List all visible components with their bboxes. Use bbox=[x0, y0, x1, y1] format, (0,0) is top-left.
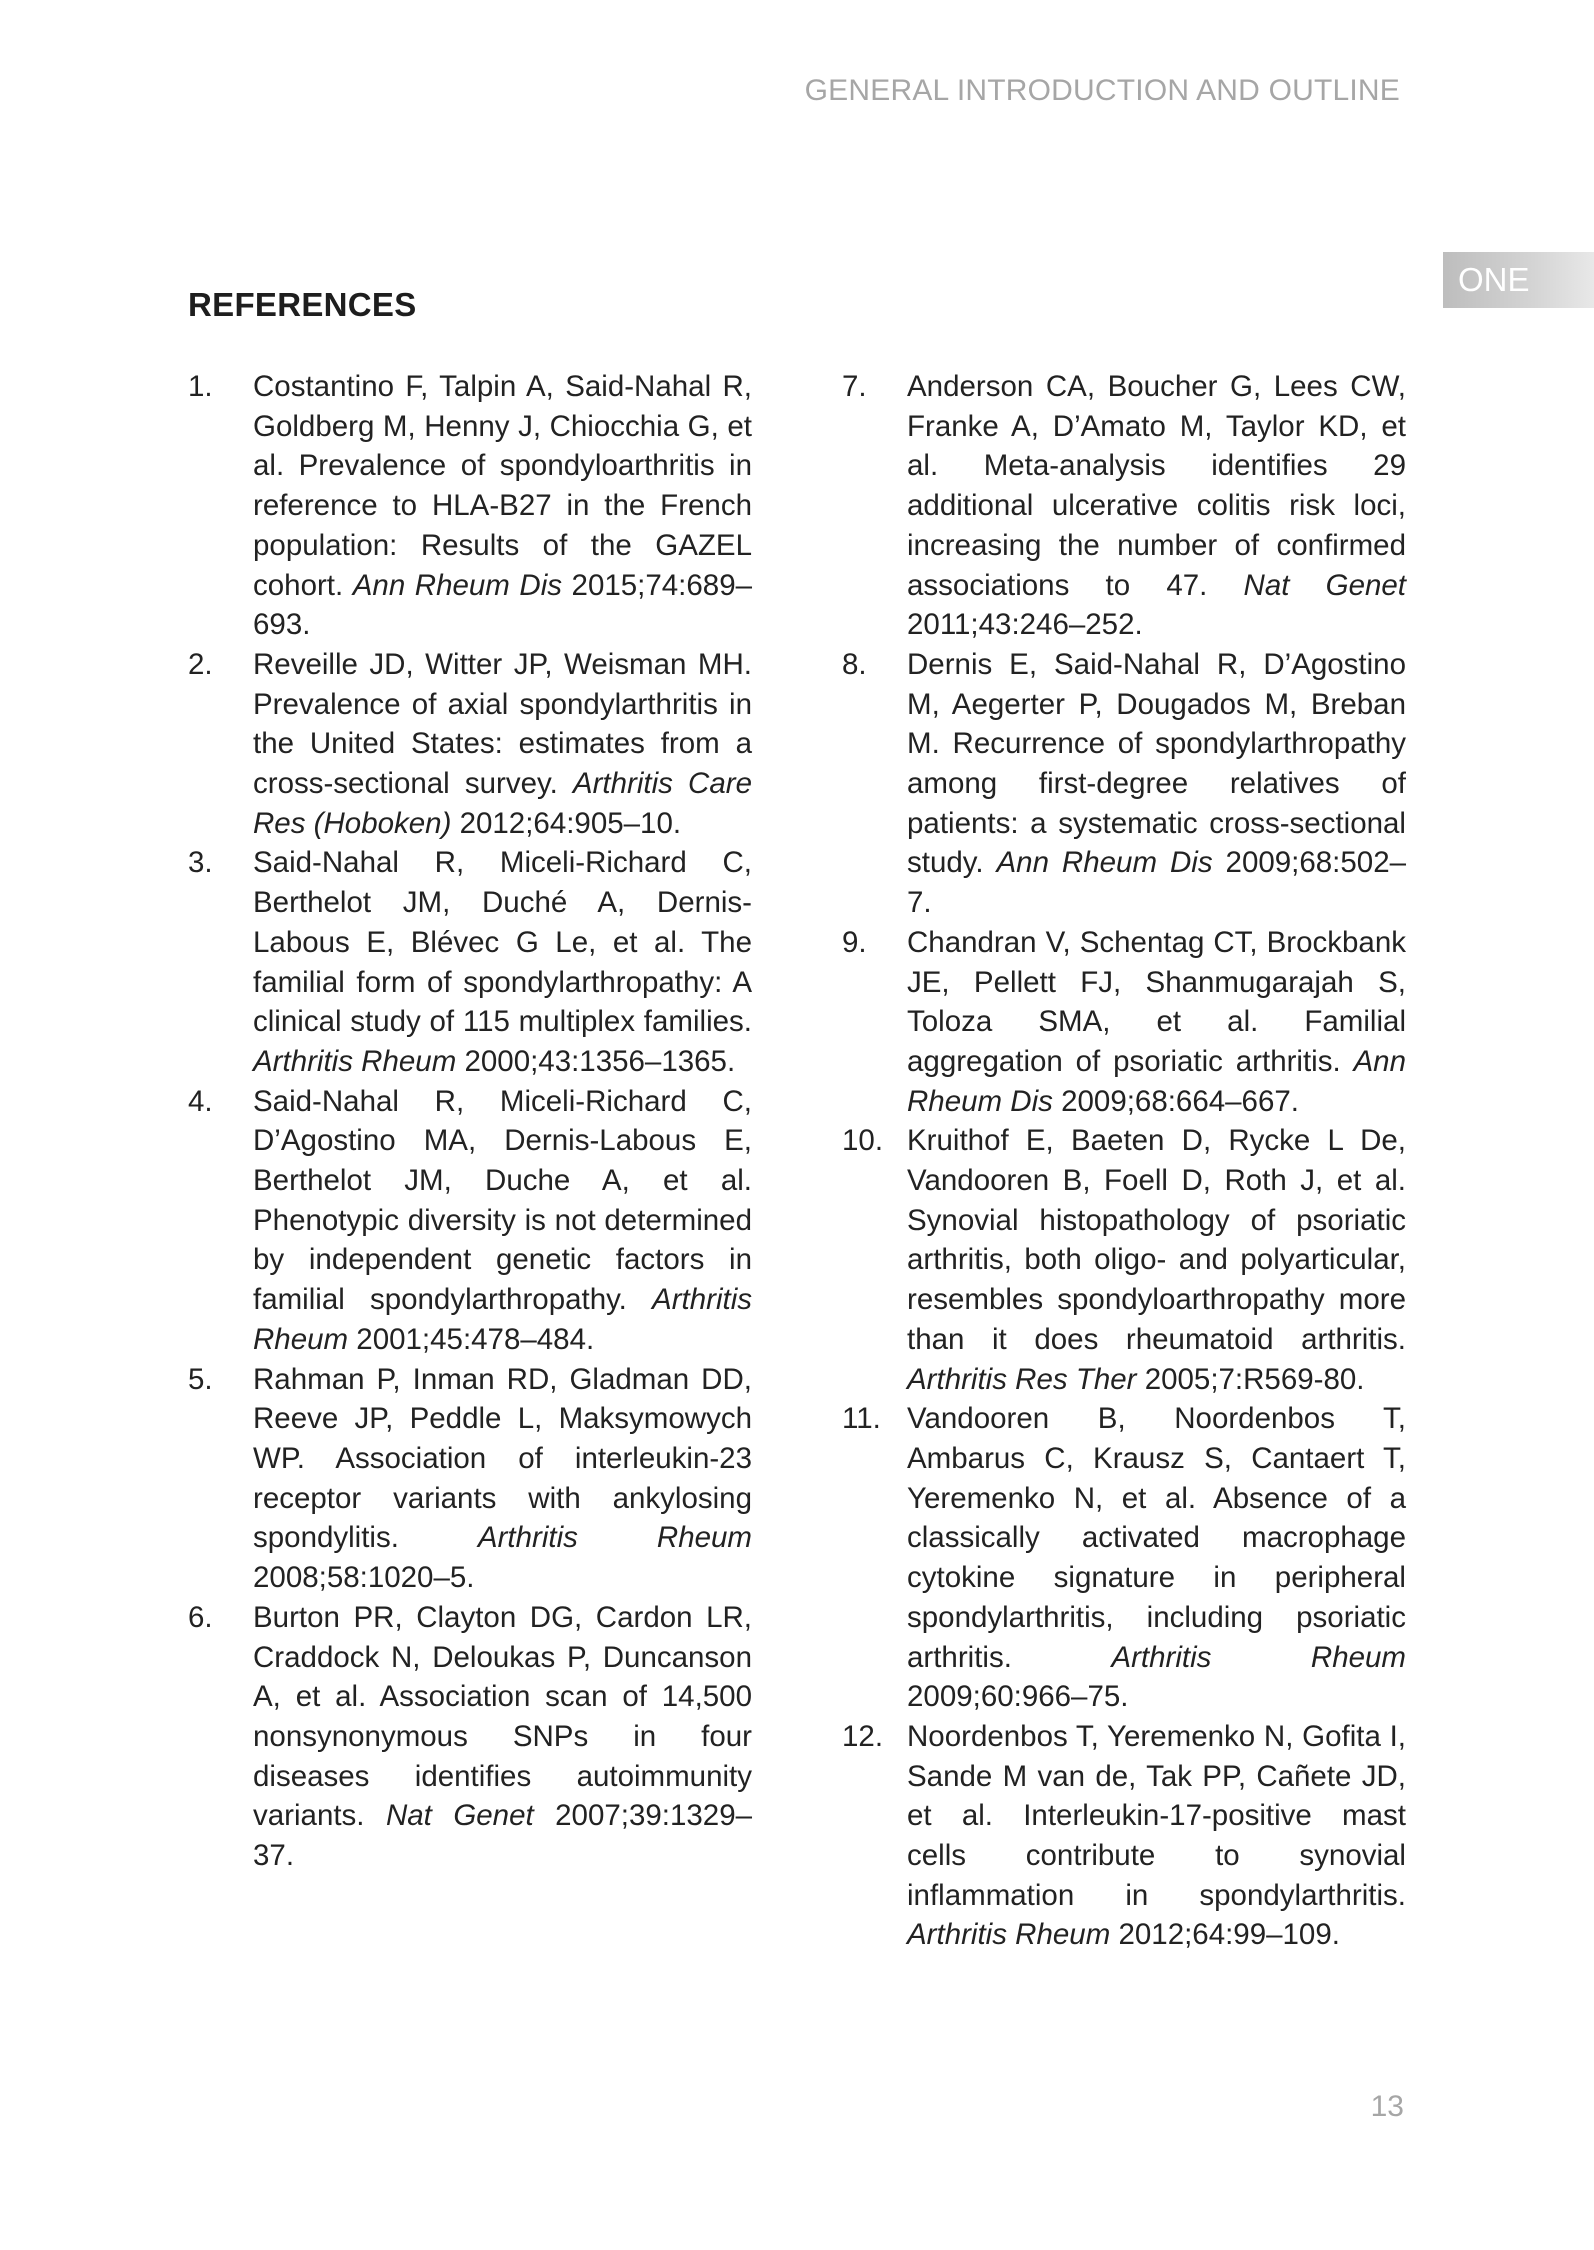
reference-body: Rahman P, Inman RD, Gladman DD, Reeve JP, Peddle L, Maksymowych WP. Association of interleukin-23 receptor variants with ankylosing spondylitis. bbox=[253, 1362, 752, 1555]
reference-number: 6. bbox=[188, 1600, 213, 1634]
reference-text bbox=[253, 1360, 752, 1598]
reference-journal: Arthritis Rheum bbox=[907, 1918, 1111, 1952]
reference-journal: Arthritis Rheum bbox=[1111, 1640, 1406, 1674]
reference-citation: 2007;39:1329–37. bbox=[253, 1799, 753, 1873]
reference-item bbox=[842, 1717, 1406, 1955]
reference-citation: 2009;68:664–667. bbox=[1052, 1084, 1299, 1118]
chapter-tab: ONE bbox=[1443, 252, 1594, 308]
reference-journal: Arthritis Rheum bbox=[253, 1283, 752, 1356]
reference-citation: 2000;43:1356–1365. bbox=[456, 1044, 736, 1078]
reference-text bbox=[907, 923, 1406, 1122]
running-header: GENERAL INTRODUCTION AND OUTLINE bbox=[804, 74, 1400, 107]
reference-text bbox=[253, 645, 752, 844]
reference-citation: 2009;60:966–75. bbox=[907, 1680, 1129, 1714]
section-title: REFERENCES bbox=[188, 286, 417, 323]
reference-item bbox=[188, 843, 752, 1081]
reference-text bbox=[907, 645, 1406, 923]
reference-item bbox=[842, 923, 1406, 1122]
reference-journal: Ann Rheum Dis bbox=[907, 1044, 1406, 1118]
reference-item bbox=[842, 1121, 1406, 1399]
reference-journal: Arthritis Rheum bbox=[477, 1521, 752, 1555]
reference-body: Reveille JD, Witter JP, Weisman MH. Prevalence of axial spondylarthritis in the United States: estimates from a cross-sectional survey. bbox=[253, 647, 752, 801]
reference-number: 8. bbox=[842, 647, 867, 681]
reference-number: 10. bbox=[842, 1124, 884, 1158]
page-number: 13 bbox=[1370, 2090, 1404, 2123]
reference-citation: 2012;64:99–109. bbox=[1110, 1918, 1340, 1952]
reference-item bbox=[188, 1598, 752, 1876]
reference-journal: Nat Genet bbox=[1243, 568, 1406, 602]
reference-body: Anderson CA, Boucher G, Lees CW, Franke A, D’Amato M, Taylor KD, et al. Meta-analysis identifies 29 additional ulcerative colitis risk loci, increasing the number of confirmed associations to 47. bbox=[907, 370, 1406, 602]
reference-number: 1. bbox=[188, 370, 213, 403]
reference-text bbox=[907, 1121, 1406, 1399]
reference-number: 11. bbox=[842, 1402, 881, 1436]
reference-text bbox=[907, 1717, 1406, 1955]
reference-body: Vandooren B, Noordenbos T, Ambarus C, Krausz S, Cantaert T, Yeremenko N, et al. Absence of a classically activated macrophage cytokine signature in peripheral spondylarthritis, including psoriatic arthritis. bbox=[907, 1402, 1406, 1674]
references-left-column bbox=[188, 367, 752, 1876]
reference-citation: 2012;64:905–10. bbox=[451, 806, 682, 840]
reference-body: Dernis E, Said-Nahal R, D’Agostino M, Aegerter P, Dougados M, Breban M. Recurrence of spondylarthropathy among first-degree relatives of patients: a systematic cross-sectional study. bbox=[907, 647, 1406, 880]
reference-body: Chandran V, Schentag CT, Brockbank JE, Pellett FJ, Shanmugarajah S, Toloza SMA, et al. Familial aggregation of psoriatic arthritis. bbox=[907, 925, 1406, 1078]
reference-text bbox=[253, 843, 752, 1081]
reference-number: 7. bbox=[842, 370, 867, 403]
reference-item bbox=[188, 367, 752, 645]
reference-journal: Arthritis Res Ther bbox=[907, 1362, 1137, 1396]
reference-text bbox=[253, 1598, 752, 1876]
reference-journal: Ann Rheum Dis bbox=[352, 568, 563, 602]
reference-citation: 2015;74:689–693. bbox=[253, 568, 753, 642]
reference-number: 4. bbox=[188, 1084, 213, 1118]
reference-number: 5. bbox=[188, 1362, 213, 1396]
reference-item bbox=[842, 367, 1406, 645]
reference-journal: Arthritis Care Res (Hoboken) bbox=[253, 767, 752, 840]
reference-body: Said-Nahal R, Miceli-Richard C, D’Agostino MA, Dernis-Labous E, Berthelot JM, Duche A, et al. Phenotypic diversity is not determined by independent genetic factors in familial spondylarthropathy. bbox=[253, 1084, 752, 1317]
reference-body: Noordenbos T, Yeremenko N, Gofita I, Sande M van de, Tak PP, Cañete JD, et al. Interleukin-17-positive mast cells contribute to synovial inflammation in spondylarthritis. bbox=[907, 1719, 1406, 1912]
reference-body: Kruithof E, Baeten D, Rycke L De, Vandooren B, Foell D, Roth J, et al. Synovial histopathology of psoriatic arthritis, both oligo- and polyarticular, resembles spondyloarthropathy more than it does rheumatoid arthritis. bbox=[907, 1124, 1406, 1356]
reference-citation: 2009;68:502–7. bbox=[907, 846, 1407, 920]
reference-text bbox=[253, 367, 752, 645]
reference-number: 12. bbox=[842, 1719, 884, 1753]
reference-journal: Ann Rheum Dis bbox=[996, 846, 1213, 880]
references-right-column bbox=[842, 367, 1406, 1955]
reference-text bbox=[253, 1082, 752, 1360]
reference-body: Said-Nahal R, Miceli-Richard C, Berthelot JM, Duché A, Dernis-Labous E, Blévec G Le, et al. The familial form of spondylarthropathy: A clinical study of 115 multiplex families. bbox=[253, 846, 752, 1039]
reference-citation: 2005;7:R569-80. bbox=[1136, 1362, 1365, 1396]
reference-text bbox=[907, 1399, 1406, 1717]
reference-journal: Arthritis Rheum bbox=[253, 1044, 457, 1078]
reference-number: 2. bbox=[188, 647, 213, 681]
reference-citation: 2011;43:246–252. bbox=[907, 608, 1143, 642]
reference-body: Burton PR, Clayton DG, Cardon LR, Craddock N, Deloukas P, Duncanson A, et al. Association scan of 14,500 nonsynonymous SNPs in four diseases identifies autoimmunity variants. bbox=[253, 1600, 752, 1833]
reference-citation: 2008;58:1020–5. bbox=[253, 1561, 475, 1595]
reference-number: 9. bbox=[842, 925, 867, 959]
reference-number: 3. bbox=[188, 846, 213, 880]
reference-journal: Nat Genet bbox=[385, 1799, 534, 1833]
reference-item bbox=[188, 645, 752, 844]
reference-item bbox=[188, 1360, 752, 1598]
reference-text bbox=[907, 367, 1406, 645]
reference-body: Costantino F, Talpin A, Said-Nahal R, Goldberg M, Henny J, Chiocchia G, et al. Prevalence of spondyloarthritis in reference to HLA-B27 in the French population: Results of the GAZEL cohort. bbox=[253, 370, 752, 602]
reference-item bbox=[188, 1082, 752, 1360]
reference-item bbox=[842, 1399, 1406, 1717]
reference-item bbox=[842, 645, 1406, 923]
reference-citation: 2001;45:478–484. bbox=[348, 1322, 595, 1356]
